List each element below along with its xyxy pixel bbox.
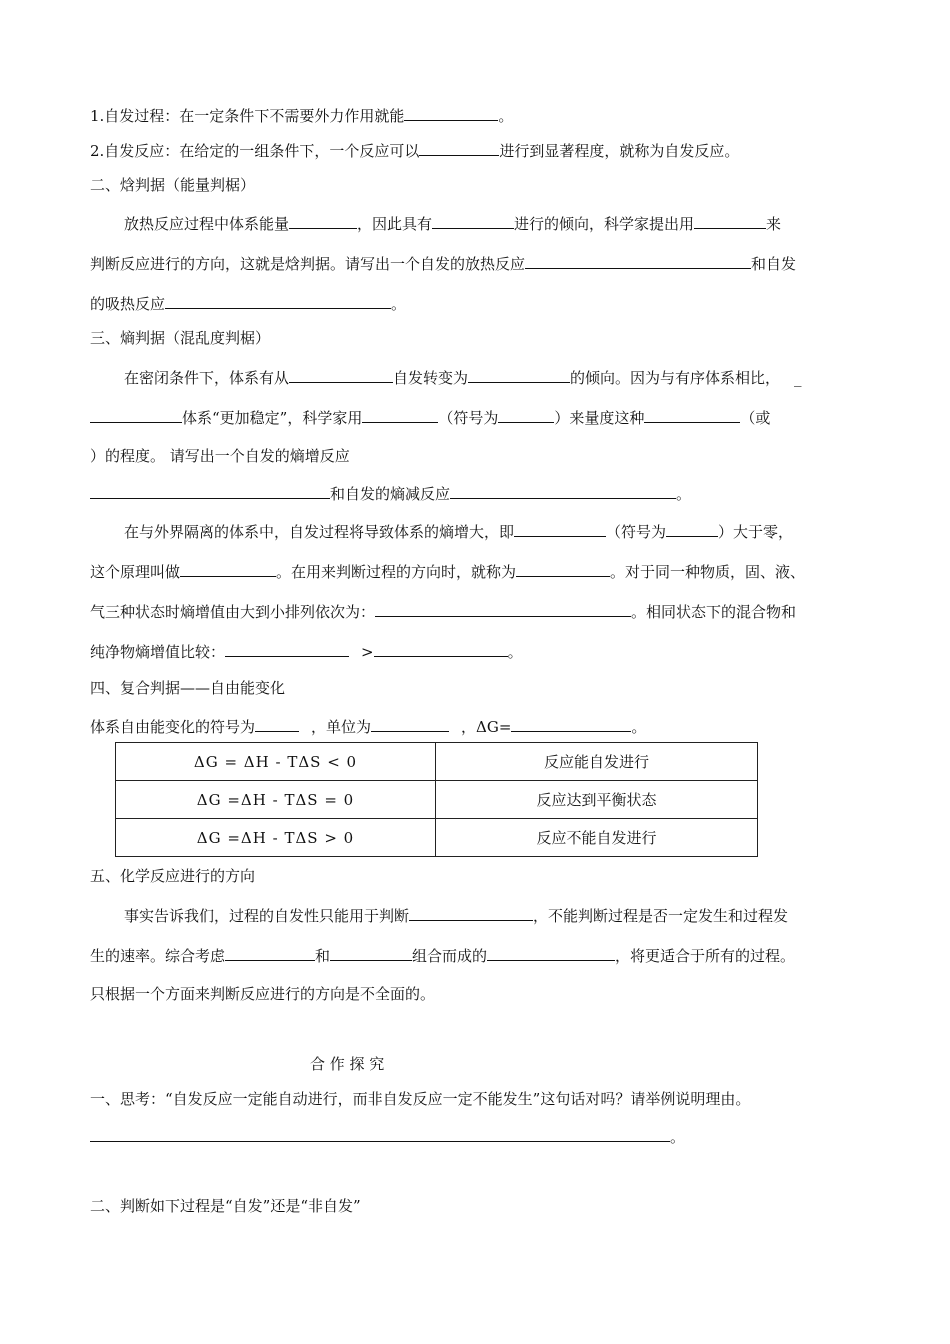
text: 。在用来判断过程的方向时，就称为: [276, 563, 517, 581]
text: 体系自由能变化的符号为: [90, 718, 256, 736]
fill-blank[interactable]: [165, 292, 391, 309]
section-heading-free-energy: 四、复合判据——自由能变化: [90, 679, 286, 697]
free-energy-line: [90, 715, 646, 737]
text: 判断反应进行的方向，这就是焓判据。请写出一个自发的放热反应: [90, 255, 526, 273]
fill-blank[interactable]: [404, 104, 498, 121]
fill-blank[interactable]: [644, 406, 740, 423]
question-1: 一、思考：“自发反应一定能自动进行，而非自发反应一定不能发生”这句话对吗？请举例说明理由。: [90, 1090, 751, 1108]
fill-blank[interactable]: [289, 366, 393, 383]
direction-line-1: [124, 904, 788, 926]
answer-blank[interactable]: [90, 1125, 670, 1142]
text: ，不能判断过程是否一定发生和过程发: [533, 907, 789, 925]
section-title-cooperative-inquiry: 合 作 探 究: [310, 1055, 385, 1073]
text: 进行的倾向，科学家提出用: [514, 215, 695, 233]
entropy-line-8: [90, 640, 523, 662]
result-cell: 反应不能自发进行: [436, 819, 758, 857]
fill-blank[interactable]: [180, 560, 276, 577]
fill-blank[interactable]: [419, 139, 499, 156]
fill-blank[interactable]: [450, 482, 676, 499]
fill-blank[interactable]: [255, 715, 299, 732]
text: （符号为: [438, 409, 499, 427]
fill-blank[interactable]: [516, 560, 610, 577]
text: ，因此具有: [357, 215, 433, 233]
fill-blank[interactable]: [525, 252, 751, 269]
enthalpy-line-2: [90, 252, 796, 274]
fill-blank[interactable]: [90, 482, 330, 499]
entropy-line-5: [124, 520, 793, 542]
entropy-line-2: [90, 406, 770, 428]
formula-cell: ΔG = ΔH - TΔS < 0: [116, 743, 436, 781]
entropy-line-4: [90, 482, 691, 504]
fill-blank[interactable]: [371, 715, 449, 732]
text: 组合而成的: [412, 947, 488, 965]
text: 。: [507, 643, 523, 661]
text: （或: [740, 409, 771, 427]
fill-blank[interactable]: [487, 944, 615, 961]
enthalpy-line-3: [90, 292, 406, 314]
text: 和自发的熵减反应: [330, 485, 451, 503]
fill-blank[interactable]: [374, 640, 508, 657]
question-2: 二、判断如下过程是“自发”还是“非自发”: [90, 1197, 361, 1215]
table-row: [116, 743, 758, 781]
text: ，将更适合于所有的过程。: [615, 947, 796, 965]
fill-blank[interactable]: [90, 406, 182, 423]
text: 体系“更加稳定”，科学家用: [182, 409, 363, 427]
fill-blank[interactable]: [225, 944, 315, 961]
fill-blank[interactable]: [362, 406, 438, 423]
text: 和自发: [751, 255, 797, 273]
definition-spontaneous-reaction: [90, 139, 739, 161]
text: 2.自发反应：在给定的一组条件下，一个反应可以: [90, 142, 420, 160]
fill-blank[interactable]: [432, 212, 514, 229]
table-row: [116, 781, 758, 819]
fill-blank[interactable]: [498, 406, 554, 423]
entropy-line-6: [90, 560, 805, 582]
text: _: [794, 369, 802, 387]
table-row: [116, 819, 758, 857]
text: >: [361, 643, 374, 661]
enthalpy-line-1: [124, 212, 781, 234]
text: （符号为: [606, 523, 667, 541]
text: ，ΔG=: [461, 718, 512, 736]
text: 来: [766, 215, 782, 233]
text: 自发转变为: [393, 369, 469, 387]
result-cell: 反应达到平衡状态: [436, 781, 758, 819]
fill-blank[interactable]: [666, 520, 718, 537]
text: 。: [498, 107, 514, 125]
free-energy-table: [115, 742, 758, 857]
entropy-line-1: [124, 366, 802, 388]
text: 的吸热反应: [90, 295, 166, 313]
text: 进行到显著程度，就称为自发反应。: [499, 142, 740, 160]
entropy-line-7: [90, 600, 796, 622]
text: ）大于零，: [718, 523, 794, 541]
fill-blank[interactable]: [375, 600, 631, 617]
text: ）来量度这种: [554, 409, 645, 427]
text: 。: [631, 718, 647, 736]
fill-blank[interactable]: [225, 640, 349, 657]
fill-blank[interactable]: [694, 212, 766, 229]
text: 这个原理叫做: [90, 563, 181, 581]
text: 事实告诉我们，过程的自发性只能用于判断: [124, 907, 410, 925]
text: 在密闭条件下，体系有从: [124, 369, 290, 387]
text: 1.自发过程：在一定条件下不需要外力作用就能: [90, 107, 405, 125]
text: 。相同状态下的混合物和: [631, 603, 797, 621]
text: 在与外界隔离的体系中，自发过程将导致体系的熵增大，即: [124, 523, 515, 541]
entropy-line-3: ）的程度。 请写出一个自发的熵增反应: [90, 447, 350, 465]
fill-blank[interactable]: [514, 520, 606, 537]
text: ，单位为: [311, 718, 372, 736]
fill-blank[interactable]: [511, 715, 631, 732]
text: 生的速率。综合考虑: [90, 947, 226, 965]
text: 和: [315, 947, 331, 965]
result-cell: 反应能自发进行: [436, 743, 758, 781]
text: 的倾向。因为与有序体系相比，: [570, 369, 781, 387]
text: 放热反应过程中体系能量: [124, 215, 290, 233]
text: 。: [391, 295, 407, 313]
question-1-answer: [90, 1125, 685, 1147]
section-heading-entropy: 三、熵判据（混乱度判椐）: [90, 329, 271, 347]
formula-cell: ΔG =ΔH - TΔS = 0: [116, 781, 436, 819]
text: 。对于同一种物质，固、液、: [610, 563, 806, 581]
section-heading-enthalpy: 二、焓判据（能量判椐）: [90, 176, 256, 194]
direction-line-3: 只根据一个方面来判断反应进行的方向是不全面的。: [90, 985, 436, 1003]
formula-cell: ΔG =ΔH - TΔS > 0: [116, 819, 436, 857]
fill-blank[interactable]: [289, 212, 357, 229]
definition-spontaneous-process: [90, 104, 513, 126]
text: 纯净物熵增值比较：: [90, 643, 226, 661]
text: 气三种状态时熵增值由大到小排列依次为：: [90, 603, 376, 621]
text: 。: [670, 1128, 686, 1146]
text: 。: [676, 485, 692, 503]
fill-blank[interactable]: [468, 366, 570, 383]
section-heading-direction: 五、化学反应进行的方向: [90, 867, 256, 885]
direction-line-2: [90, 944, 795, 966]
fill-blank[interactable]: [409, 904, 533, 921]
fill-blank[interactable]: [330, 944, 412, 961]
